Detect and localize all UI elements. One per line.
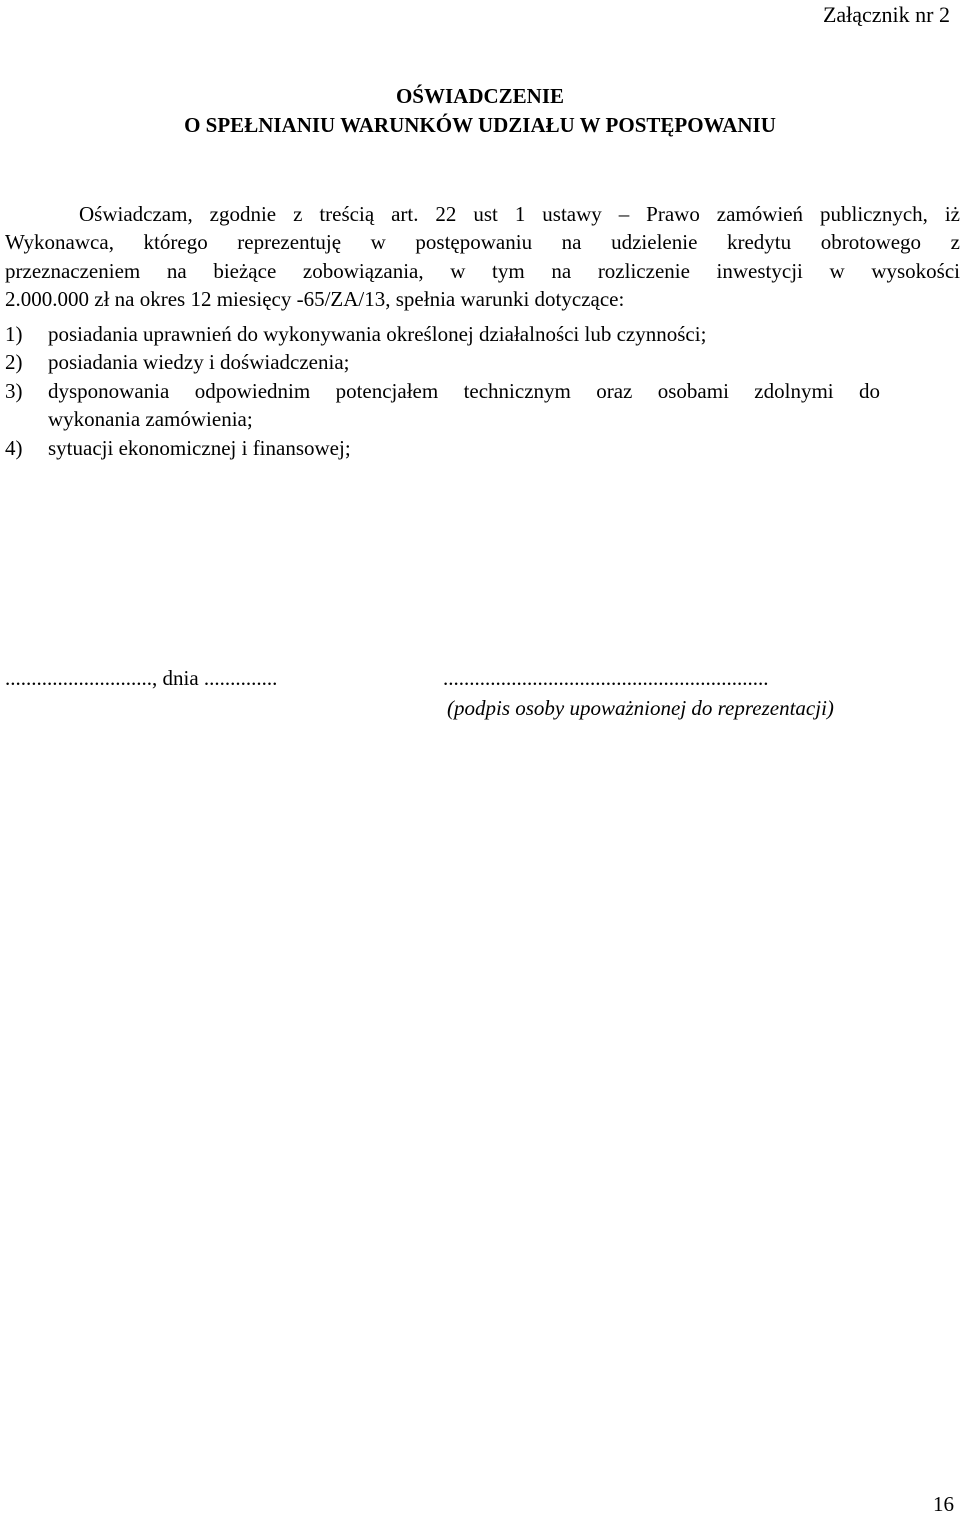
condition-item	[5, 377, 960, 434]
document-subtitle: O SPEŁNIANIU WARUNKÓW UDZIAŁU W POSTĘPOWANIU	[184, 113, 776, 137]
condition-number: 3)	[5, 378, 23, 403]
condition-item	[5, 434, 960, 462]
condition-text: dysponowania odpowiednim potencjałem technicznym oraz osobami zdolnymi do	[48, 378, 880, 403]
document-title: OŚWIADCZENIE	[395, 84, 565, 108]
attachment-label: Załącznik nr 2	[822, 2, 950, 27]
condition-text: sytuacji ekonomicznej i finansowej;	[48, 435, 351, 460]
signature-line: ..............................................................	[443, 666, 769, 690]
condition-text-continued: wykonania zamówienia;	[48, 407, 253, 432]
statement-line: 2.000.000 zł na okres 12 miesięcy -65/ZA/13, spełnia warunki dotyczące:	[5, 287, 625, 312]
place-date-field: ............................, dnia ..............	[5, 666, 278, 690]
statement-line: przeznaczeniem na bieżące zobowiązania, w tym na rozliczenie inwestycji w wysokości	[5, 258, 960, 283]
condition-number: 2)	[5, 350, 23, 375]
signature-caption: (podpis osoby upoważnionej do reprezentacji)	[447, 696, 834, 720]
statement-paragraph	[5, 200, 960, 314]
condition-number: 4)	[5, 435, 23, 460]
condition-item	[5, 320, 960, 348]
condition-number: 1)	[5, 322, 23, 346]
condition-text: posiadania wiedzy i doświadczenia;	[48, 350, 350, 375]
condition-text: posiadania uprawnień do wykonywania określonej działalności lub czynności;	[48, 322, 707, 346]
conditions-list	[5, 320, 960, 462]
statement-line: Oświadczam, zgodnie z treścią art. 22 ust 1 ustawy – Prawo zamówień publicznych, iż	[79, 202, 960, 226]
condition-item	[5, 348, 960, 376]
page-number: 16	[933, 1492, 954, 1516]
statement-line: Wykonawca, którego reprezentuję w postępowaniu na udzielenie kredytu obrotowego z	[5, 230, 960, 255]
